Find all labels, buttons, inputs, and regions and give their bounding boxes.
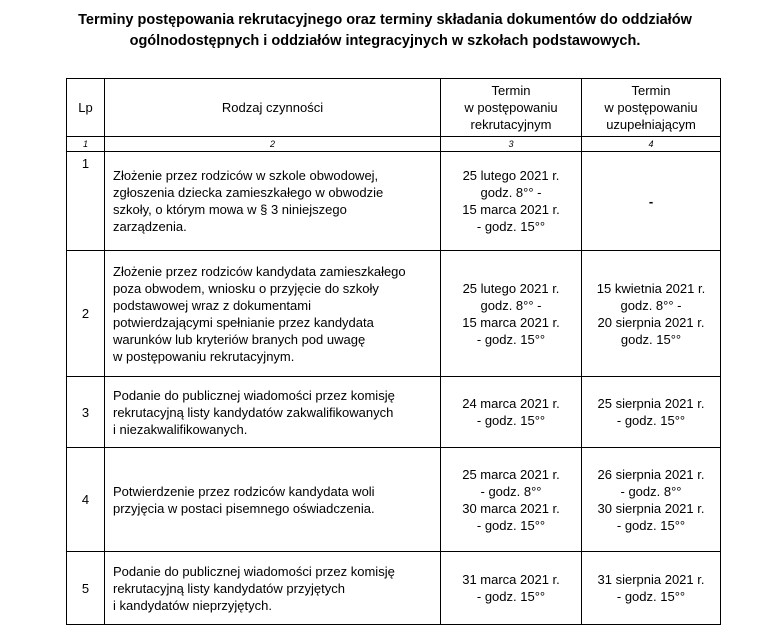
activity-cell [105,251,441,377]
column-index: 2 [105,137,441,152]
term-line: 31 sierpnia 2021 r. [597,572,705,587]
activity-line: i kandydatów nieprzyjętych. [113,597,272,613]
term-line: 25 lutego 2021 r. [462,168,560,183]
activity-line: Podanie do publicznej wiadomości przez komisję [113,563,395,579]
term-line: 15 marca 2021 r. [462,314,560,330]
activity-line: i niezakwalifikowanych. [113,421,248,437]
term-line: - godz. 15°° [476,413,546,428]
term-line: - godz. 15°° [616,589,686,604]
activity-cell [105,152,441,251]
header-line: uzupełniającym [606,117,696,132]
term-line: 30 marca 2021 r. [462,500,560,516]
row-number: 4 [67,448,105,552]
recruitment-term-cell [441,251,582,377]
term-line: - [648,193,654,209]
table-row [67,377,721,448]
supplementary-term-cell [582,251,721,377]
recruitment-term-cell [441,448,582,552]
header-line: w postępowaniu [464,100,558,115]
term-line: 15 kwietnia 2021 r. [596,280,706,296]
term-line: - godz. 15°° [476,517,546,533]
recruitment-term-cell [441,377,582,448]
term-line: 25 lutego 2021 r. [462,280,560,296]
header-line: Termin [631,83,671,98]
header-line: rekrutacyjnym [470,117,552,132]
column-index: 4 [582,137,721,152]
activity-line: Złożenie przez rodziców w szkole obwodowej, [113,168,379,183]
activity-line: potwierdzającymi spełnianie przez kandydata [113,314,374,330]
activity-cell [105,448,441,552]
term-line: - godz. 15°° [476,589,546,604]
term-line: 31 marca 2021 r. [462,572,560,587]
row-number: 5 [67,552,105,625]
title-line-1: Terminy postępowania rekrutacyjnego oraz terminy składania dokumentów do oddziałów [78,12,692,28]
term-line: 25 marca 2021 r. [462,466,560,482]
term-line: 30 sierpnia 2021 r. [597,500,705,516]
activity-line: podstawowej wraz z dokumentami [113,297,311,313]
activity-line: Podanie do publicznej wiadomości przez komisję [113,387,395,403]
table-row [67,251,721,377]
recruitment-term-cell [441,552,582,625]
schedule-table [66,78,721,625]
table-row [67,448,721,552]
document-title [40,10,730,52]
term-line: 24 marca 2021 r. [462,396,560,411]
activity-line: przyjęcia w postaci pisemnego oświadczenia. [113,500,375,516]
activity-line: rekrutacyjną listy kandydatów zakwalifikowanych [113,404,394,420]
header-row [67,79,721,137]
term-line: godz. 8°° - [620,297,682,313]
header-line: Termin [491,83,531,98]
header-lp: Lp [67,79,105,137]
term-line: - godz. 8°° [480,483,542,499]
term-line: - godz. 15°° [616,413,686,428]
supplementary-term-cell [582,448,721,552]
supplementary-term-cell [582,377,721,448]
activity-line: rekrutacyjną listy kandydatów przyjętych [113,580,345,596]
supplementary-term-cell [582,152,721,251]
term-line: godz. 8°° - [480,297,542,313]
row-number: 3 [67,377,105,448]
activity-line: warunków lub kryteriów branych pod uwagę [113,331,366,347]
supplementary-term-cell [582,552,721,625]
term-line: godz. 15°° [620,331,682,347]
row-number: 2 [67,251,105,377]
term-line: - godz. 15°° [476,331,546,347]
term-line: - godz. 15°° [476,219,546,234]
term-line: - godz. 15°° [616,517,686,533]
activity-line: Potwierdzenie przez rodziców kandydata woli [113,483,375,499]
activity-line: zgłoszenia dziecka zamieszkałego w obwodzie [113,185,384,200]
table-row [67,552,721,625]
header-line: w postępowaniu [604,100,698,115]
activity-line: zarządzenia. [113,219,187,234]
row-number: 1 [67,152,105,251]
header-term-recruitment [441,79,582,137]
column-index-row [67,137,721,152]
term-line: godz. 8°° - [480,185,542,200]
term-line: 20 sierpnia 2021 r. [597,314,705,330]
recruitment-term-cell [441,152,582,251]
column-index: 3 [441,137,582,152]
activity-line: w postępowaniu rekrutacyjnym. [113,348,295,364]
term-line: - godz. 8°° [620,483,682,499]
term-line: 15 marca 2021 r. [462,202,560,217]
header-term-supplementary [582,79,721,137]
term-line: 25 sierpnia 2021 r. [597,396,705,411]
term-line: 26 sierpnia 2021 r. [597,466,705,482]
column-index: 1 [67,137,105,152]
activity-line: szkoły, o którym mowa w § 3 niniejszego [113,202,347,217]
header-activity: Rodzaj czynności [105,79,441,137]
activity-line: Złożenie przez rodziców kandydata zamieszkałego [113,263,406,279]
activity-line: poza obwodem, wniosku o przyjęcie do szkoły [113,280,379,296]
activity-cell [105,377,441,448]
title-line-2: ogólnodostępnych i oddziałów integracyjnych w szkołach podstawowych. [129,33,641,49]
activity-cell [105,552,441,625]
table-row [67,152,721,251]
